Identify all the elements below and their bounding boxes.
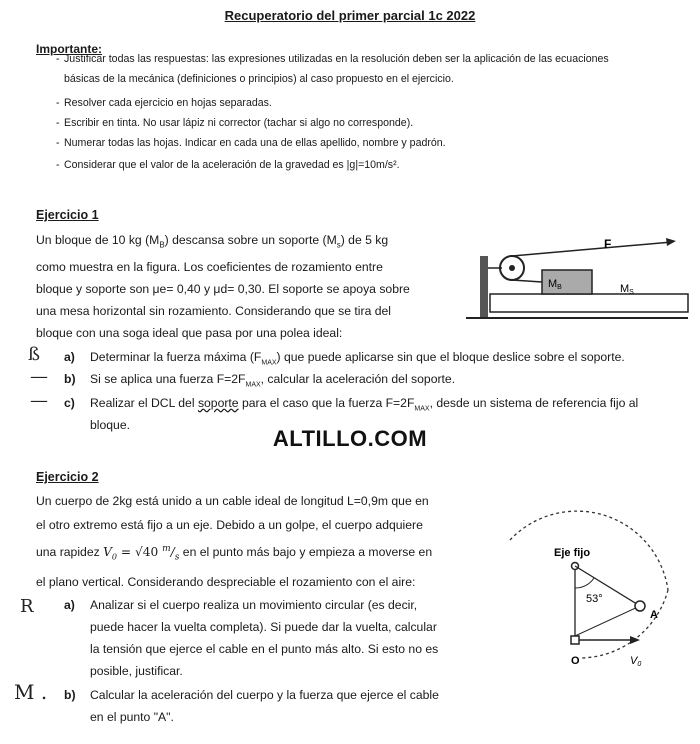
rope-bottom (512, 280, 542, 282)
exercise1-figure (462, 232, 692, 324)
watermark: ALTILLO.COM (272, 426, 428, 451)
exercise2-heading: Ejercicio 2 (36, 470, 99, 484)
exercise1-line-5: bloque con una soga ideal que pasa por una polea ideal: (36, 326, 343, 341)
exercise1-line-2: como muestra en la figura. Los coeficientes de rozamiento entre (36, 260, 383, 275)
speed-formula: $V_0 = √40$ $^m/_s$ (103, 544, 180, 563)
force-label: F (604, 237, 612, 251)
pulley-axle (509, 265, 515, 271)
exercise2-line-2: el otro extremo está fijo a un eje. Debido a un golpe, el cuerpo adquiere (36, 518, 423, 532)
important-bullet-1: - Justificar todas las respuestas: las expresiones utilizadas en la resolución deben ser la aplicación de las ecuaciones (56, 53, 609, 65)
underlined-soporte: soporte (197, 396, 239, 410)
handwritten-mark-2a: R (20, 596, 34, 617)
exercise2-item-b: b) Calcular la aceleración del cuerpo y la fuerza que ejerce el cable en el punto "A". (64, 688, 439, 724)
velocity-arrow-head (630, 636, 640, 644)
exercise1-item-a: a) Determinar la fuerza máxima $(F_{MAX})$ que puede aplicarse sin que el bloque deslice sobre el soporte. (64, 350, 625, 367)
exercise2-item-a: a) Analizar si el cuerpo realiza un movimiento circular (es decir, puede hacer la vuelta completa). Si puede dar la vuelta, calcular la tensión que ejerce el cable en el punto más alto. Si esto no es posible, justificar. (64, 598, 439, 678)
point-a-label: A (650, 609, 658, 621)
angle-label: 53° (586, 593, 603, 605)
lowest-point-body (571, 636, 579, 644)
rope-top (512, 242, 672, 256)
point-o-label: O (571, 655, 580, 667)
chord-line (575, 606, 640, 636)
exercise1-item-b: b) Si se aplica una fuerza $F=2F_{MAX}$, calcular la aceleración del soporte. (64, 372, 456, 389)
handwritten-mark-2b: M . (14, 680, 48, 704)
velocity-label: V0 (630, 655, 642, 668)
exercise1-line-1: Un bloque de 10 kg $(M_B)$ descansa sobre un soporte $(M_s)$ de 5 kg (36, 233, 389, 250)
point-a-body (635, 601, 645, 611)
force-arrow-head (666, 238, 676, 246)
important-bullet-4: - Numerar todas las hojas. Indicar en cada una de ellas apellido, nombre y padrón. (56, 137, 446, 149)
handwritten-mark-c: — (30, 390, 48, 411)
block-label: MB (548, 278, 562, 291)
exercise2-line-4: el plano vertical. Considerando despreciable el rozamiento con el aire: (36, 574, 416, 589)
exercise1-statement (36, 229, 466, 344)
support-block (490, 294, 688, 312)
support-label: MS (620, 283, 634, 296)
important-heading: Importante: (36, 42, 102, 56)
handwritten-mark-b: — (30, 366, 48, 387)
important-bullet-3: - Escribir en tinta. No usar lápiz ni corrector (tachar si algo no corresponde). (56, 117, 414, 129)
exercise1-line-3: bloque y soporte son μe= 0,40 y μd= 0,30. El soporte se apoya sobre (36, 282, 410, 297)
handwritten-mark-a: ß (28, 344, 41, 365)
important-bullet-2: - Resolver cada ejercicio en hojas separadas. (56, 97, 272, 109)
angle-arc (575, 578, 594, 588)
page-title: Recuperatorio del primer parcial 1c 2022 (224, 8, 476, 23)
exercise2-statement (36, 489, 496, 594)
exercise2-line-3: una rapidez $V_0 = √40$ $^m/_s$ en el punto más bajo y empieza a moverse en (36, 544, 433, 563)
important-bullet-5: - Considerar que el valor de la aceleración de la gravedad es |g|=10m/s². (56, 159, 400, 171)
wall-post (480, 256, 488, 318)
exercise2-figure (500, 478, 696, 682)
exercise2-line-1: Un cuerpo de 2kg está unido a un cable ideal de longitud L=0,9m que en (36, 494, 429, 508)
important-bullet-1-cont: básicas de la mecánica (definiciones o principios) al caso propuesto en el ejercicio. (64, 73, 454, 85)
exercise1-line-4: una mesa horizontal sin rozamiento. Considerando que se tira del (36, 304, 391, 319)
axis-label: Eje fijo (554, 547, 591, 559)
exercise1-item-c: c) Realizar el DCL del soporte para el caso que la fuerza $F=2F_{MAX}$, desde un sistema de referencia fijo al bloque. (64, 396, 639, 432)
exercise1-heading: Ejercicio 1 (36, 208, 99, 222)
